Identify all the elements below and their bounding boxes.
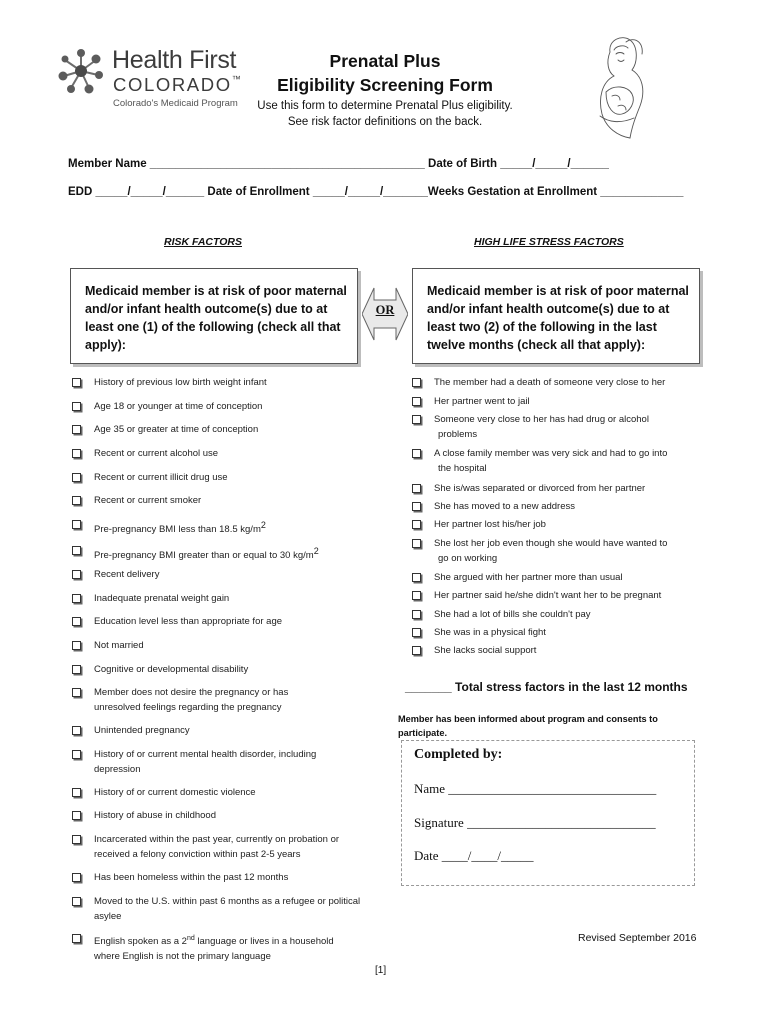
checkbox[interactable] <box>412 397 421 406</box>
stress-factor-item[interactable]: She argued with her partner more than usual <box>412 571 702 586</box>
checkbox[interactable] <box>72 788 81 797</box>
consent-statement: Member has been informed about program and consents to participate. <box>398 714 658 738</box>
checkbox[interactable] <box>72 546 81 555</box>
risk-factor-item[interactable]: Recent or current alcohol use <box>72 447 372 462</box>
checkbox[interactable] <box>72 897 81 906</box>
risk-factor-item[interactable]: History of or current mental health disorder, including depression <box>72 748 362 777</box>
stress-factor-item[interactable]: Her partner went to jail <box>412 395 702 410</box>
risk-factor-item[interactable]: Age 35 or greater at time of conception <box>72 423 372 438</box>
form-subtitle: Use this form to determine Prenatal Plus eligibility. <box>257 100 513 112</box>
stress-factor-item[interactable]: Her partner said he/she didn't want her to be pregnant <box>412 589 702 604</box>
completed-by-title: Completed by: <box>414 747 503 762</box>
logo-subtitle: COLORADO™ <box>113 74 241 95</box>
checkbox[interactable] <box>412 539 421 548</box>
risk-factor-item[interactable]: Inadequate prenatal weight gain <box>72 592 372 607</box>
risk-factor-item[interactable]: Education level less than appropriate for age <box>72 615 372 630</box>
stress-factor-item[interactable]: She is/was separated or divorced from her partner <box>412 482 702 497</box>
risk-factor-item[interactable]: Not married <box>72 639 372 654</box>
risk-factor-item[interactable]: Member does not desire the pregnancy or has unresolved feelings regarding the pregnancy <box>72 686 322 715</box>
checkbox[interactable] <box>72 520 81 529</box>
checkbox[interactable] <box>72 641 81 650</box>
or-label: OR <box>375 303 395 317</box>
form-title: Prenatal Plus <box>329 51 441 71</box>
stress-factor-item[interactable]: She had a lot of bills she couldn't pay <box>412 608 702 623</box>
risk-factor-item[interactable]: Incarcerated within the past year, currently on probation or received a felony conviction within past 2-5 years <box>72 833 372 862</box>
checkbox[interactable] <box>72 726 81 735</box>
checkbox[interactable] <box>72 449 81 458</box>
risk-factor-item[interactable]: Moved to the U.S. within past 6 months as a refugee or political asylee <box>72 895 372 924</box>
logo-network-icon <box>58 48 104 94</box>
stress-factor-item[interactable]: A close family member was very sick and had to go into the hospital <box>412 447 702 476</box>
completed-by-box <box>401 740 695 886</box>
date-field[interactable]: Date ____/____/_____ <box>414 848 534 863</box>
risk-factor-item[interactable]: Recent or current smoker <box>72 494 372 509</box>
checkbox[interactable] <box>72 570 81 579</box>
risk-factor-item[interactable]: Cognitive or developmental disability <box>72 663 372 678</box>
signature-field[interactable]: Signature _____________________________ <box>414 815 656 830</box>
form-title-2: Eligibility Screening Form <box>277 75 493 95</box>
checkbox[interactable] <box>412 484 421 493</box>
checkbox[interactable] <box>412 449 421 458</box>
checkbox[interactable] <box>72 402 81 411</box>
risk-factor-item[interactable]: English spoken as a 2nd language or lives in a household where English is not the primary language <box>72 932 357 964</box>
name-field[interactable]: Name ________________________________ <box>414 781 657 796</box>
risk-factor-item[interactable]: Pre-pregnancy BMI greater than or equal to 30 $kg/m^2$ <box>72 544 372 564</box>
page-number: [1] <box>375 965 387 976</box>
logo-title: Health First <box>112 46 237 74</box>
stress-factor-item[interactable]: Someone very close to her has had drug or alcohol problems <box>412 413 702 442</box>
checkbox[interactable] <box>412 520 421 529</box>
checkbox[interactable] <box>412 610 421 619</box>
checkbox[interactable] <box>72 835 81 844</box>
edd-enrollment-row[interactable]: EDD _____/_____/______ Date of Enrollment _____/_____/_______Weeks Gestation at Enrollment _____________ <box>68 186 684 198</box>
logo-tagline: Colorado's Medicaid Program <box>113 98 238 109</box>
stress-factor-item[interactable]: She was in a physical fight <box>412 626 702 641</box>
stress-factor-item[interactable]: She has moved to a new address <box>412 500 702 515</box>
checkbox[interactable] <box>72 665 81 674</box>
revision-date: Revised September 2016 <box>578 932 697 944</box>
risk-factor-item[interactable]: Recent delivery <box>72 568 372 583</box>
risk-factor-item[interactable]: History of or current domestic violence <box>72 786 372 801</box>
risk-factor-item[interactable]: History of abuse in childhood <box>72 809 372 824</box>
checkbox[interactable] <box>412 591 421 600</box>
checkbox[interactable] <box>72 934 81 943</box>
stress-factor-item[interactable]: Her partner lost his/her job <box>412 518 702 533</box>
checkbox[interactable] <box>72 425 81 434</box>
stress-factor-item[interactable]: The member had a death of someone very close to her <box>412 376 702 391</box>
risk-factor-item[interactable]: Has been homeless within the past 12 months <box>72 871 372 886</box>
mother-and-baby-illustration <box>588 32 650 144</box>
stress-factor-item[interactable]: She lacks social support <box>412 644 702 659</box>
checkbox[interactable] <box>412 415 421 424</box>
risk-factor-item[interactable]: Pre-pregnancy BMI less than 18.5 $kg/m^2$ <box>72 518 372 538</box>
checkbox[interactable] <box>412 646 421 655</box>
risk-factor-item[interactable]: Unintended pregnancy <box>72 724 372 739</box>
checkbox[interactable] <box>412 378 421 387</box>
risk-factor-item[interactable]: Age 18 or younger at time of conception <box>72 400 372 415</box>
checkbox[interactable] <box>72 594 81 603</box>
checkbox[interactable] <box>72 378 81 387</box>
checkbox[interactable] <box>72 496 81 505</box>
risk-factors-header: RISK FACTORS <box>164 236 242 248</box>
risk-criteria-box: Medicaid member is at risk of poor maternal and/or infant health outcome(s) due to at least one (1) of the following (check all that apply): <box>70 268 358 364</box>
checkbox[interactable] <box>72 873 81 882</box>
member-name-dob-row[interactable]: Member Name ___________________________________________ Date of Birth _____/_____/______ <box>68 158 609 170</box>
checkbox[interactable] <box>72 750 81 759</box>
checkbox[interactable] <box>72 688 81 697</box>
risk-factor-item[interactable]: History of previous low birth weight infant <box>72 376 372 391</box>
checkbox[interactable] <box>72 617 81 626</box>
total-stress-factors-field[interactable]: _______ Total stress factors in the last 12 months <box>405 680 688 694</box>
form-subtitle-2: See risk factor definitions on the back. <box>287 116 483 128</box>
stress-factors-header: HIGH LIFE STRESS FACTORS <box>474 236 624 248</box>
stress-factor-item[interactable]: She lost her job even though she would have wanted to go on working <box>412 537 702 566</box>
checkbox[interactable] <box>72 473 81 482</box>
checkbox[interactable] <box>412 502 421 511</box>
checkbox[interactable] <box>412 573 421 582</box>
checkbox[interactable] <box>412 628 421 637</box>
stress-criteria-box: Medicaid member is at risk of poor maternal and/or infant health outcome(s) due to at least two (2) of the following in the last twelve months (check all that apply): <box>412 268 700 364</box>
checkbox[interactable] <box>72 811 81 820</box>
risk-factor-item[interactable]: Recent or current illicit drug use <box>72 471 372 486</box>
